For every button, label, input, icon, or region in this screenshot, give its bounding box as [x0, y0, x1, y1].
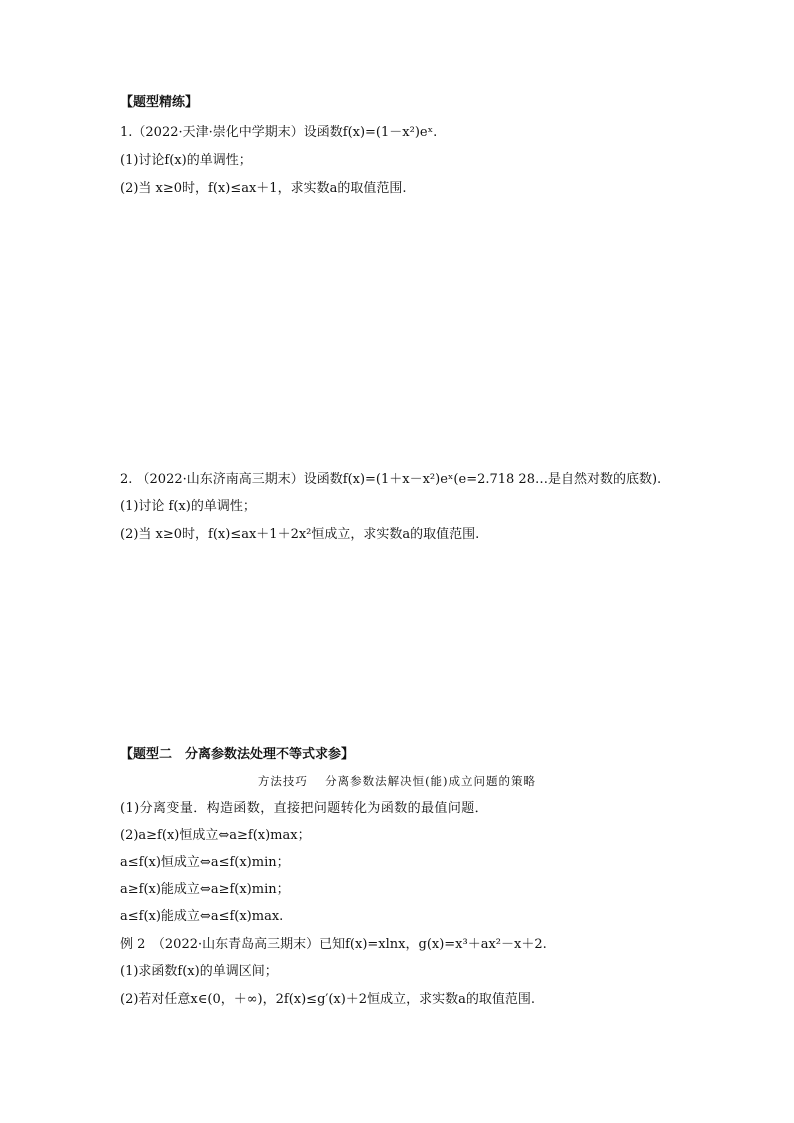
tip-line-2: (2)a≥f(x)恒成立⇔a≥f(x)max； — [120, 828, 311, 843]
tip-line-5: a≤f(x)能成立⇔a≤f(x)max. — [120, 909, 284, 924]
tip-line-3: a≤f(x)恒成立⇔a≤f(x)min； — [120, 855, 290, 870]
example-2-part-1: (1)求函数f(x)的单调区间； — [120, 964, 278, 979]
tip-line-1: (1)分离变量．构造函数，直接把问题转化为函数的最值问题． — [120, 801, 489, 816]
section-2-heading: 【题型二 分离参数法处理不等式求参】 — [120, 747, 355, 762]
practice-heading: 【题型精练】 — [120, 95, 199, 110]
question-2-part-2: (2)当 x≥0时，f(x)≤ax＋1＋2x²恒成立，求实数a的取值范围. — [120, 527, 480, 542]
method-title: 方法技巧 分离参数法解决恒(能)成立问题的策略 — [257, 774, 537, 788]
tip-line-4: a≥f(x)能成立⇔a≥f(x)min； — [120, 882, 290, 897]
question-1-stem: 1.（2022·天津·崇化中学期末）设函数f(x)=(1－x²)eˣ. — [120, 125, 438, 140]
question-2-part-1: (1)讨论 f(x)的单调性； — [120, 499, 256, 514]
example-2-part-2: (2)若对任意x∈(0，＋∞)，2f(x)≤g′(x)＋2恒成立，求实数a的取值范围. — [120, 992, 535, 1007]
question-2-stem: 2. （2022·山东济南高三期末）设函数f(x)=(1＋x－x²)eˣ(e=2.718 28…是自然对数的底数). — [120, 472, 662, 487]
question-1-part-2: (2)当 x≥0时，f(x)≤ax＋1，求实数a的取值范围. — [120, 181, 407, 196]
question-1-part-1: (1)讨论f(x)的单调性； — [120, 153, 252, 168]
example-2-stem: 例 2 （2022·山东青岛高三期末）已知f(x)=xlnx，g(x)=x³＋ax²－x＋2. — [120, 937, 547, 952]
